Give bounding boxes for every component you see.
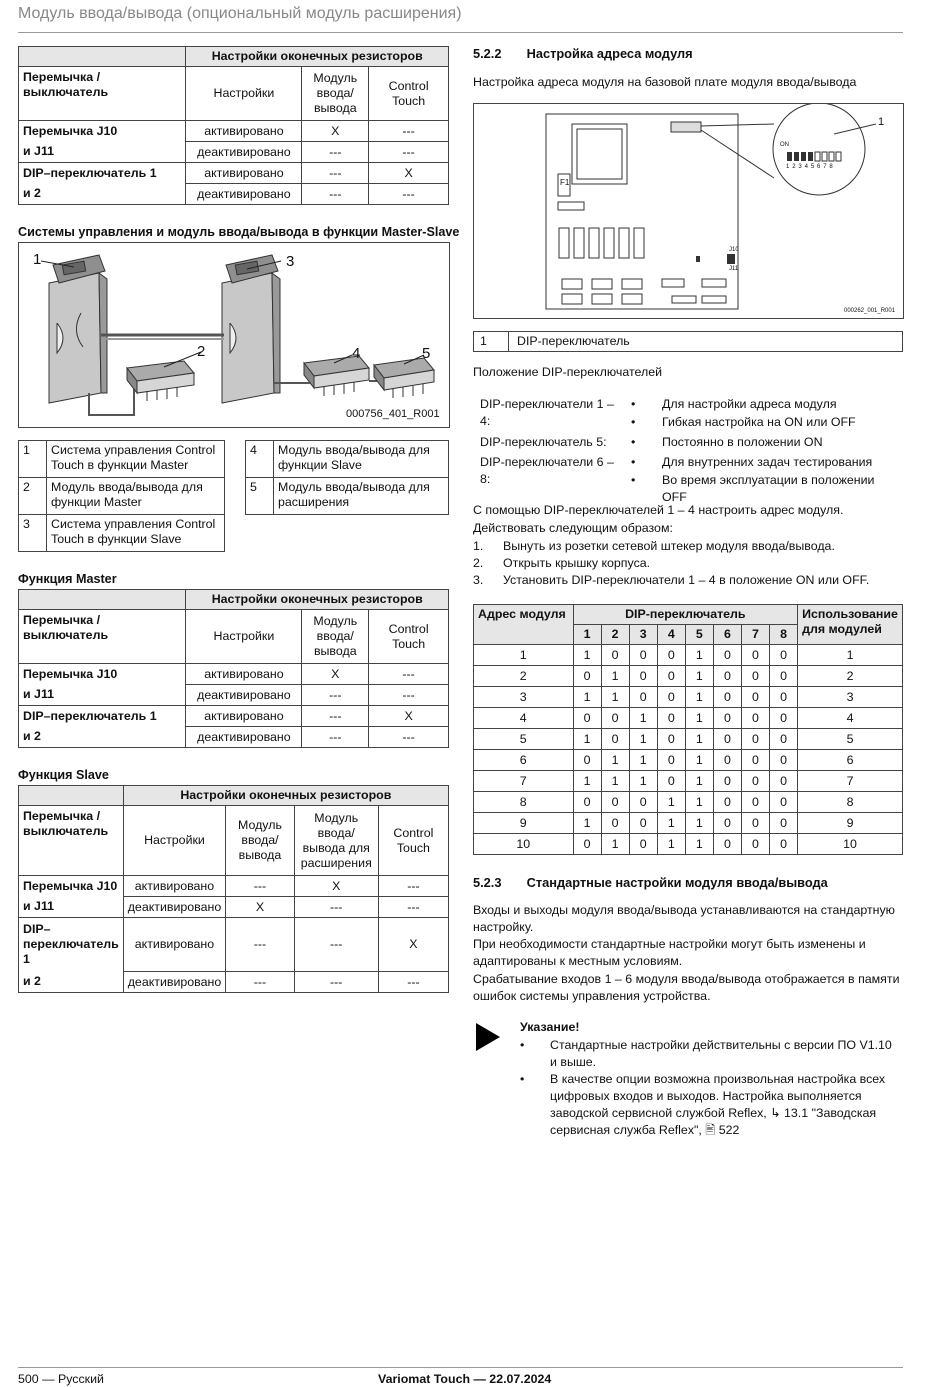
step-item: 3. Установить DIP-переключатели 1 – 4 в положение ON или OFF. xyxy=(473,573,870,587)
dip-value-cell: 0 xyxy=(573,792,601,813)
table-row xyxy=(474,813,903,834)
dip-value-cell: 0 xyxy=(741,687,769,708)
paragraph: При необходимости стандартные настройки могут быть изменены и адаптированы к местным условиям. xyxy=(473,937,866,968)
dip-value-cell: 0 xyxy=(629,792,657,813)
note-list xyxy=(520,1037,895,1139)
dip-value-cell: 0 xyxy=(629,813,657,834)
dip-value-cell: 1 xyxy=(685,771,713,792)
dip-switch-number-header: 7 xyxy=(741,625,769,645)
termination-table-slave xyxy=(18,785,449,993)
module-usage-cell: 2 xyxy=(798,666,903,687)
dip-value-cell: 1 xyxy=(573,729,601,750)
dip-value-cell: 1 xyxy=(629,708,657,729)
dip-value-cell: 1 xyxy=(685,687,713,708)
dip-numbers: 1 2 3 4 5 6 7 8 xyxy=(786,164,834,170)
dip-switch-number-header: 5 xyxy=(685,625,713,645)
table-col-header: Перемычка / выключатель xyxy=(19,806,124,876)
module-usage-cell: 5 xyxy=(798,729,903,750)
dip-value-cell: 1 xyxy=(601,666,629,687)
table-row: и J11 деактивировано X --- --- xyxy=(19,897,449,918)
table-row: и 2 деактивировано --- --- xyxy=(19,184,449,205)
dip-value-cell: 0 xyxy=(713,792,741,813)
dip-value-cell: 0 xyxy=(573,834,601,855)
table-row: DIP–переключатель 1 активировано --- X xyxy=(19,163,449,184)
header-divider xyxy=(18,32,903,33)
dip-value-cell: 0 xyxy=(713,834,741,855)
dip-value-cell: 0 xyxy=(741,750,769,771)
paragraph: Входы и выходы модуля ввода/вывода устанавливаются на стандартную настройку. xyxy=(473,903,895,934)
note-item: • В качестве опции возможна произвольная настройка всех цифровых входов и выходов. Настройка выполняется заводской сервисной службой Reflex, ↳ 13.1 "Заводская сервисная служба Reflex", 🖹 522 xyxy=(520,1072,886,1137)
table-group-header: Настройки оконечных резисторов xyxy=(186,47,449,67)
module-address-cell: 3 xyxy=(474,687,574,708)
dip-value-cell: 1 xyxy=(657,792,685,813)
section-number: 5.2.2 xyxy=(473,46,502,61)
board-label-f1: F1 xyxy=(560,178,570,187)
dip-value-cell: 0 xyxy=(770,771,798,792)
module-address-table xyxy=(473,604,903,855)
footer-product-date: Variomat Touch — 22.07.2024 xyxy=(378,1372,552,1386)
module-address-cell: 5 xyxy=(474,729,574,750)
section-title-master: Функция Master xyxy=(18,572,117,586)
dip-position-row: DIP-переключатель 5: • Постоянно в положении ON xyxy=(480,435,823,449)
module-address-cell: 9 xyxy=(474,813,574,834)
paragraph: С помощью DIP-переключателей 1 – 4 настроить адрес модуля. xyxy=(473,503,844,517)
dip-value-cell: 0 xyxy=(713,813,741,834)
module-usage-cell: 1 xyxy=(798,645,903,666)
module-usage-cell: 6 xyxy=(798,750,903,771)
dip-value-cell: 1 xyxy=(685,645,713,666)
module-address-cell: 4 xyxy=(474,708,574,729)
board-label-j10: J10 xyxy=(729,247,739,253)
dip-value-cell: 0 xyxy=(741,708,769,729)
callout-3: 3 xyxy=(286,253,295,270)
dip-value-cell: 0 xyxy=(770,813,798,834)
legend-item: 3 Система управления Control Touch в функции Slave xyxy=(19,515,225,552)
module-address-cell: 10 xyxy=(474,834,574,855)
dip-switch-number-header: 8 xyxy=(770,625,798,645)
table-row xyxy=(474,645,903,666)
dip-switch-number-header: 2 xyxy=(601,625,629,645)
table-row: Перемычка J10 активировано --- X --- xyxy=(19,876,449,897)
dip-switch-number-header: 1 xyxy=(573,625,601,645)
dip-value-cell: 1 xyxy=(685,750,713,771)
dip-value-cell: 0 xyxy=(741,666,769,687)
callout-4: 4 xyxy=(352,345,361,362)
dip-value-cell: 0 xyxy=(770,729,798,750)
table-col-header: Control Touch xyxy=(369,610,449,664)
dip-value-cell: 0 xyxy=(770,750,798,771)
termination-table-master xyxy=(18,589,449,748)
dip-value-cell: 1 xyxy=(573,813,601,834)
section-5-2-2-heading xyxy=(473,46,693,61)
module-usage-cell: 3 xyxy=(798,687,903,708)
table-group-header: Настройки оконечных резисторов xyxy=(186,590,449,610)
table-col-header: DIP-переключатель xyxy=(573,605,798,625)
table-col-header: Модуль ввода/ вывода для расширения xyxy=(294,806,378,876)
section-title: Стандартные настройки модуля ввода/вывода xyxy=(526,875,828,890)
table-row xyxy=(474,834,903,855)
module-usage-cell: 8 xyxy=(798,792,903,813)
dip-value-cell: 0 xyxy=(601,729,629,750)
table-col-header: Адрес модуля xyxy=(474,605,574,645)
dip-value-cell: 0 xyxy=(741,771,769,792)
table-col-header: Модуль ввода/ вывода xyxy=(302,610,369,664)
table-row: и J11 деактивировано --- --- xyxy=(19,685,449,706)
footer-divider xyxy=(18,1367,903,1368)
section-title-master-slave: Системы управления и модуль ввода/вывода в функции Master-Slave xyxy=(18,225,460,239)
paragraph: Настройка адреса модуля на базовой плате модуля ввода/вывода xyxy=(473,75,857,89)
dip-value-cell: 1 xyxy=(629,750,657,771)
dip-value-cell: 1 xyxy=(657,834,685,855)
board-figure xyxy=(473,103,904,319)
section-title-slave: Функция Slave xyxy=(18,768,109,782)
dip-value-cell: 0 xyxy=(629,645,657,666)
dip-switch-number-header: 4 xyxy=(657,625,685,645)
note-arrow-icon xyxy=(475,1022,501,1052)
dip-value-cell: 0 xyxy=(770,834,798,855)
paragraph: Действовать следующим образом: xyxy=(473,521,673,535)
section-number: 5.2.3 xyxy=(473,875,502,890)
paragraph: Срабатывание входов 1 – 6 модуля ввода/вывода отображается в памяти ошибок системы управления устройства. xyxy=(473,972,900,1003)
table-col-header: Настройки xyxy=(186,67,302,121)
dip-value-cell: 1 xyxy=(573,687,601,708)
dip-value-cell: 0 xyxy=(601,792,629,813)
legend-item: 5 Модуль ввода/вывода для расширения xyxy=(246,478,449,515)
termination-table-overview xyxy=(18,46,449,205)
dip-value-cell: 1 xyxy=(685,708,713,729)
dip-value-cell: 0 xyxy=(741,729,769,750)
table-col-header: Модуль ввода/ вывода xyxy=(302,67,369,121)
callout-5: 5 xyxy=(422,345,431,362)
table-row: и 2 деактивировано --- --- --- xyxy=(19,972,449,993)
dip-value-cell: 0 xyxy=(573,666,601,687)
dip-value-cell: 0 xyxy=(770,666,798,687)
table-row: и J11 деактивировано --- --- xyxy=(19,142,449,163)
footer-page-lang: 500 — Русский xyxy=(18,1372,104,1386)
dip-value-cell: 0 xyxy=(629,687,657,708)
dip-value-cell: 0 xyxy=(629,834,657,855)
dip-value-cell: 1 xyxy=(629,729,657,750)
legend-item: 1 Система управления Control Touch в функции Master xyxy=(19,441,225,478)
table-row xyxy=(474,792,903,813)
module-usage-cell: 7 xyxy=(798,771,903,792)
dip-value-cell: 0 xyxy=(713,771,741,792)
dip-position-row: DIP-переключатели 6 – 8: • Для внутренних задач тестирования • Во время эксплуатации в положении OFF xyxy=(480,455,875,504)
dip-value-cell: 0 xyxy=(741,813,769,834)
dip-value-cell: 0 xyxy=(713,708,741,729)
module-address-cell: 1 xyxy=(474,645,574,666)
dip-value-cell: 0 xyxy=(657,687,685,708)
master-slave-illustration xyxy=(19,243,449,427)
dip-value-cell: 0 xyxy=(657,750,685,771)
dip-on-label: ON xyxy=(780,142,789,148)
dip-value-cell: 0 xyxy=(741,645,769,666)
dip-value-cell: 0 xyxy=(601,708,629,729)
dip-value-cell: 0 xyxy=(657,666,685,687)
dip-value-cell: 1 xyxy=(601,834,629,855)
table-row: и 2 деактивировано --- --- xyxy=(19,727,449,748)
module-usage-cell: 10 xyxy=(798,834,903,855)
dip-value-cell: 0 xyxy=(713,645,741,666)
dip-value-cell: 0 xyxy=(657,645,685,666)
dip-position-list xyxy=(480,396,900,504)
section-title: Настройка адреса модуля xyxy=(526,46,693,61)
dip-position-row: DIP-переключатели 1 – 4: • Для настройки адреса модуля • Гибкая настройка на ON или OFF xyxy=(480,397,856,429)
master-slave-figure xyxy=(18,242,450,428)
module-address-cell: 7 xyxy=(474,771,574,792)
dip-value-cell: 0 xyxy=(601,813,629,834)
table-col-header: Настройки xyxy=(186,610,302,664)
board-illustration xyxy=(474,104,903,318)
callout-1: 1 xyxy=(33,251,42,268)
dip-switch-number-header: 3 xyxy=(629,625,657,645)
table-col-header: Использование для модулей xyxy=(798,605,903,645)
table-row xyxy=(474,687,903,708)
dip-value-cell: 0 xyxy=(713,750,741,771)
dip-value-cell: 1 xyxy=(573,645,601,666)
table-col-header: Control Touch xyxy=(369,67,449,121)
dip-value-cell: 0 xyxy=(770,708,798,729)
dip-switch-number-header: 6 xyxy=(713,625,741,645)
dip-value-cell: 0 xyxy=(573,708,601,729)
dip-value-cell: 1 xyxy=(685,813,713,834)
page-header-title: Модуль ввода/вывода (опциональный модуль расширения) xyxy=(18,5,462,22)
dip-value-cell: 0 xyxy=(741,792,769,813)
dip-value-cell: 1 xyxy=(629,771,657,792)
note-title: Указание! xyxy=(520,1020,580,1034)
dip-value-cell: 0 xyxy=(741,834,769,855)
step-item: 1. Вынуть из розетки сетевой штекер модуля ввода/вывода. xyxy=(473,539,835,553)
module-address-cell: 2 xyxy=(474,666,574,687)
legend-item: 2 Модуль ввода/вывода для функции Master xyxy=(19,478,225,515)
table-row: DIP–переключатель 1 активировано --- --- X xyxy=(19,918,449,972)
dip-value-cell: 0 xyxy=(770,687,798,708)
table-col-header: Настройки xyxy=(123,806,226,876)
table-col-header: Перемычка / выключатель xyxy=(19,67,186,121)
ms-legend-right xyxy=(245,440,449,515)
dip-value-cell: 0 xyxy=(770,645,798,666)
note-item: • Стандартные настройки действительны с версии ПО V1.10 и выше. xyxy=(520,1038,892,1069)
dip-value-cell: 0 xyxy=(657,729,685,750)
dip-value-cell: 1 xyxy=(685,792,713,813)
dip-value-cell: 0 xyxy=(770,792,798,813)
table-row xyxy=(474,708,903,729)
board-label-j11: J11 xyxy=(729,266,739,272)
dip-value-cell: 0 xyxy=(573,750,601,771)
table-row xyxy=(474,771,903,792)
table-row: Перемычка J10 активировано X --- xyxy=(19,664,449,685)
steps-list xyxy=(473,538,903,589)
dip-value-cell: 0 xyxy=(629,666,657,687)
module-address-cell: 8 xyxy=(474,792,574,813)
table-group-header: Настройки оконечных резисторов xyxy=(123,786,448,806)
dip-value-cell: 0 xyxy=(657,708,685,729)
section-5-2-3-heading xyxy=(473,875,828,890)
dip-value-cell: 1 xyxy=(601,750,629,771)
table-row: Перемычка J10 активировано X --- xyxy=(19,121,449,142)
board-callout-1: 1 xyxy=(878,116,885,128)
board-legend: 1 DIP-переключатель xyxy=(473,331,903,352)
table-col-header: Control Touch xyxy=(378,806,448,876)
callout-2: 2 xyxy=(197,343,206,360)
dip-value-cell: 0 xyxy=(713,729,741,750)
dip-value-cell: 0 xyxy=(713,666,741,687)
table-col-header: Перемычка / выключатель xyxy=(19,610,186,664)
figure-code: 000262_001_R001 xyxy=(844,308,896,314)
dip-value-cell: 1 xyxy=(685,729,713,750)
dip-value-cell: 0 xyxy=(657,771,685,792)
dip-value-cell: 1 xyxy=(573,771,601,792)
table-row xyxy=(474,729,903,750)
table-col-header: Модуль ввода/ вывода xyxy=(226,806,294,876)
dip-value-cell: 0 xyxy=(601,645,629,666)
table-row xyxy=(474,750,903,771)
figure-code: 000756_401_R001 xyxy=(346,408,440,420)
dip-position-title: Положение DIP-переключателей xyxy=(473,365,663,379)
dip-value-cell: 1 xyxy=(685,834,713,855)
table-row xyxy=(474,666,903,687)
dip-value-cell: 0 xyxy=(713,687,741,708)
ms-legend-left xyxy=(18,440,225,552)
dip-value-cell: 1 xyxy=(657,813,685,834)
dip-value-cell: 1 xyxy=(601,687,629,708)
table-row: DIP–переключатель 1 активировано --- X xyxy=(19,706,449,727)
dip-value-cell: 1 xyxy=(601,771,629,792)
module-usage-cell: 9 xyxy=(798,813,903,834)
module-usage-cell: 4 xyxy=(798,708,903,729)
step-item: 2. Открыть крышку корпуса. xyxy=(473,556,651,570)
module-address-cell: 6 xyxy=(474,750,574,771)
legend-item: 4 Модуль ввода/вывода для функции Slave xyxy=(246,441,449,478)
dip-value-cell: 1 xyxy=(685,666,713,687)
